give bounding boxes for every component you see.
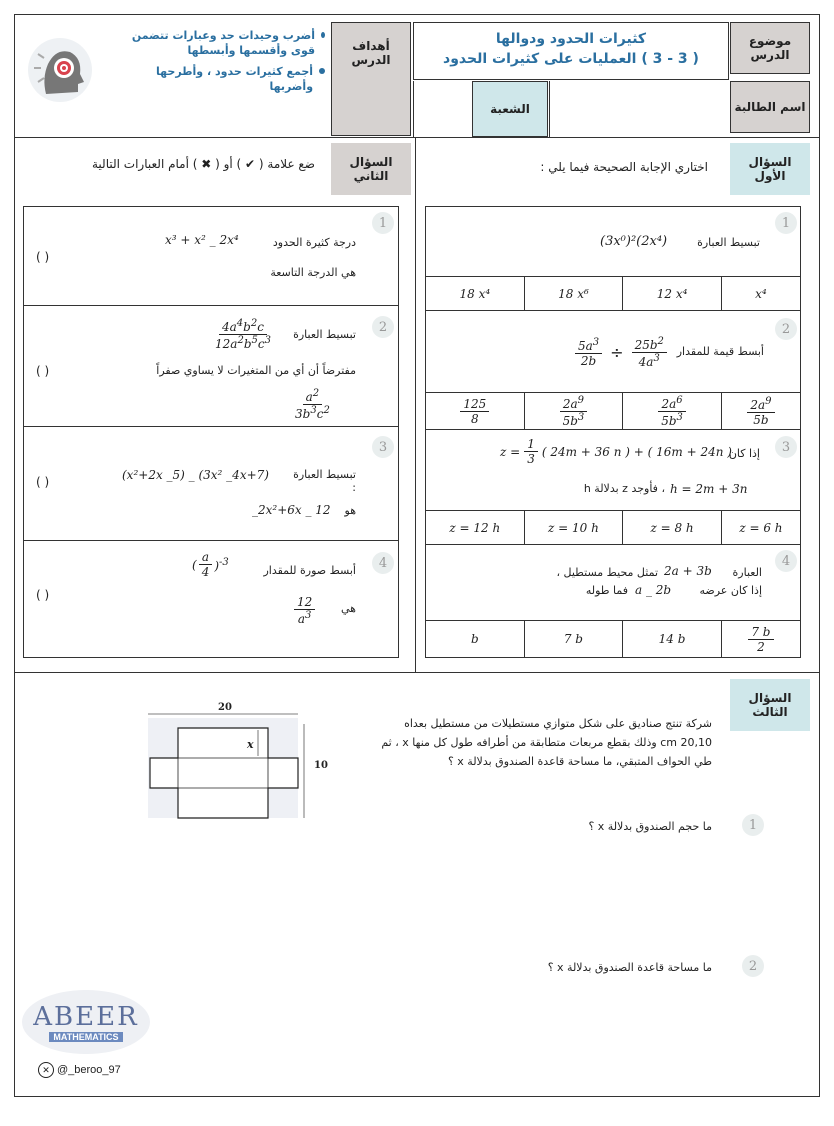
q2-item4-text: أبسط صورة للمقدار (263, 564, 356, 577)
subject-title-box (413, 22, 729, 80)
q2-item1-text2: هي الدرجة التاسعة (270, 266, 356, 279)
q3-label-word: السؤال (748, 691, 792, 705)
bullet-icon (321, 32, 325, 38)
goal-item (110, 28, 325, 58)
q1-item2-text: أبسط قيمة للمقدار (676, 345, 764, 358)
subject-title-lesson: ( 3 - 3 ) العمليات على كثيرات الحدود (443, 51, 699, 67)
q3-label-ordinal: الثالث (752, 705, 788, 719)
q1-item2-option-d[interactable]: $\frac{125}{8}$ (426, 393, 524, 429)
q1-item3-option-a[interactable]: z = 6 h (721, 511, 800, 544)
q2-item3-number: 3 (372, 436, 394, 458)
q1-item1-options (426, 276, 800, 311)
q2-item2-text: تبسيط العبارة (293, 328, 356, 341)
q1-item4-number: 4 (775, 550, 797, 572)
q3-sub2-text: ما مساحة قاعدة الصندوق بدلالة x ؟ (547, 961, 712, 974)
q2-item1-text: درجة كثيرة الحدود (272, 236, 356, 249)
q1-item4-option-b[interactable]: 14 b (622, 621, 721, 657)
middle-split (415, 138, 416, 673)
q2-item2-result: $\frac{a^2}{3b^3c^2}$ (295, 388, 330, 421)
goals-label: أهداف الدرس (331, 22, 411, 136)
footer-handle[interactable] (38, 1062, 121, 1078)
section-label: الشعبة (472, 81, 548, 137)
q1-item1-option-c[interactable]: 18 x⁶ (524, 277, 623, 310)
q2-item1-answer-box[interactable]: ( ) (36, 250, 50, 264)
q1-item2-option-c[interactable]: $\frac{2a^9}{5b^3}$ (524, 393, 623, 429)
q1-item3-options (426, 510, 800, 545)
q3-sub1-text: ما حجم الصندوق بدلالة x ؟ (588, 820, 712, 833)
goal-text-2: أجمع كثيرات حدود ، وأطرحها وأضربها (156, 65, 314, 93)
subject-label: موضوع الدرس (730, 22, 810, 74)
q1-item3-option-d[interactable]: z = 12 h (449, 520, 501, 535)
dim-top-label: 20 (218, 702, 232, 713)
q2-item1-number: 1 (372, 212, 394, 234)
q3-sub1-number: 1 (742, 814, 764, 836)
q1-item2-number: 2 (775, 318, 797, 340)
q2-item3-expression2: _2x²+6x _ 12 (252, 503, 331, 517)
q1-item2-expression: $\frac{5a^3}{2b}$ ÷ $\frac{25b^2}{4a^3}$ (575, 336, 667, 369)
q1-item2-options (426, 392, 800, 430)
goal-item (110, 64, 325, 94)
logo-text: ABEER (33, 1002, 139, 1032)
head-target-icon (24, 34, 96, 106)
q1-item1-option-d[interactable]: 18 x⁴ (459, 286, 491, 301)
q2-item3-answer-box[interactable]: ( ) (36, 475, 50, 489)
q2-item4-result: $\frac{12}{a^3}$ (294, 595, 315, 626)
q2-item2-number: 2 (372, 316, 394, 338)
q1-item4-option-c[interactable]: 7 b (524, 621, 623, 657)
q1-item4-text2: تمثل محيط مستطيل ، (556, 566, 658, 579)
x-logo-icon: ✕ (38, 1062, 54, 1078)
q3-sub2-number: 2 (742, 955, 764, 977)
student-label: اسم الطالبة (730, 81, 810, 133)
student-name-field[interactable] (549, 81, 729, 137)
q1-item3-text2: ، فأوجد z بدلالة h (583, 482, 665, 495)
q1-item3-option-c[interactable]: z = 10 h (524, 511, 623, 544)
subject-title-main: كثيرات الحدود ودوالها (495, 31, 647, 47)
q1-item4-option-a[interactable]: $\frac{7 b}{2}$ (721, 621, 800, 657)
q1-item3-option-b[interactable]: z = 8 h (622, 511, 721, 544)
q1-item3-number: 3 (775, 436, 797, 458)
q2-instruction: ضع علامة ( ✔ ) أو ( ✖ ) أمام العبارات التالية (92, 157, 315, 171)
q1-item1-text: تبسيط العبارة (697, 236, 760, 249)
q1-item1-option-a[interactable]: x⁴ (755, 286, 767, 301)
q2-label-ordinal: الثاني (353, 169, 389, 183)
q2-item3-expression: (x²+2x _5) _ (3x² _4x+7) (122, 468, 269, 482)
q1-item4-text4: فما طوله (585, 584, 628, 597)
q2-divider-2 (24, 426, 398, 427)
q2-item2-expression: $\frac{4a^4b^2c}{12a^2b^5c^3}$ (215, 318, 271, 351)
footer-logo (22, 990, 150, 1054)
q1-item4-options (426, 620, 800, 657)
q1-label-word: السؤال (748, 155, 792, 169)
q2-label (331, 143, 411, 195)
logo-subtext: MATHEMATICS (49, 1032, 122, 1042)
q1-instruction: اختاري الإجابة الصحيحة فيما يلي : (540, 160, 708, 174)
q2-item4-expression: ( $\frac{a}{4}$ )$^{-3}$ (192, 550, 229, 579)
q2-item3-text: تبسيط العبارة : (293, 468, 356, 494)
q1-item4-text: العبارة (732, 566, 762, 579)
box-net-diagram (140, 700, 340, 830)
q1-item1-option-b[interactable]: 12 x⁴ (622, 277, 722, 310)
q2-item4-text2: هي (341, 602, 356, 615)
q3-separator (15, 672, 819, 673)
q2-item3-text2: هو (344, 504, 356, 517)
handle-text: @_beroo_97 (57, 1064, 121, 1076)
q1-item2-option-b[interactable]: $\frac{2a^6}{5b^3}$ (622, 393, 721, 429)
q2-item2-answer-box[interactable]: ( ) (36, 364, 50, 378)
q3-paragraph: شركة تنتج صناديق على شكل متوازي مستطيلات من مستطيل بعداه 20,10 cm وذلك بقطع مربعات متطابقة من أطرافه طول كل منها x ، ثم طي الحواف المتبقي، ما مساحة قاعدة الصندوق بدلالة x ؟ (381, 717, 712, 768)
section-field[interactable] (413, 81, 471, 137)
q2-divider-1 (24, 305, 398, 306)
bullet-icon (319, 68, 325, 74)
q1-item4-expression: 2a + 3b (664, 564, 712, 578)
q1-item3-expression2: h = 2m + 3n (670, 482, 748, 496)
goals-list (110, 28, 325, 94)
q1-label-ordinal: الأول (754, 169, 786, 183)
q2-item2-text2: مفترضاً أن أي من المتغيرات لا يساوي صفراً (156, 364, 356, 377)
q2-item4-answer-box[interactable]: ( ) (36, 588, 50, 602)
q1-label (730, 143, 810, 195)
dim-x-label: x (247, 738, 254, 751)
q1-item3-expression: z = $\frac{1}{3}$ ( 24m + 36 n ) + ( 16m + 24n ) (500, 437, 732, 466)
q1-item3-text: إذا كان (728, 447, 760, 460)
q1-item4-text3: إذا كان عرضه (699, 584, 762, 597)
q1-item1-expression: (3x⁰)²(2x⁴) (600, 234, 668, 249)
dim-side-label: 10 (314, 760, 328, 771)
goal-text-1: أضرب وحيدات حد وعبارات تتضمن قوى وأقسمها وأبسطها (131, 29, 316, 57)
q2-label-word: السؤال (349, 155, 393, 169)
q2-item1-expression: x³ + x² _ 2x⁴ (165, 233, 239, 247)
q1-item4-option-d[interactable]: b (470, 632, 479, 646)
q3-label (730, 679, 810, 731)
q2-divider-3 (24, 540, 398, 541)
q1-item4-expression3: a _ 2b (635, 583, 672, 597)
q1-item1-number: 1 (775, 212, 797, 234)
q1-item2-option-a[interactable]: $\frac{2a^9}{5b}$ (721, 393, 800, 429)
q2-item4-number: 4 (372, 552, 394, 574)
